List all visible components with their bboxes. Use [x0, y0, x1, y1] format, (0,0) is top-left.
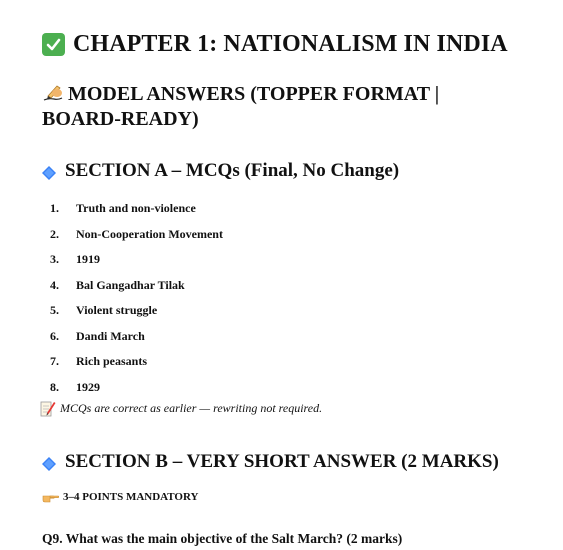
mcq-note-text: MCQs are correct as earlier — rewriting not required.: [60, 401, 323, 415]
model-answers-heading-text: MODEL ANSWERS (TOPPER FORMAT | BOARD-READY): [42, 83, 440, 130]
section-b-heading-text: SECTION B – VERY SHORT ANSWER (2 MARKS): [65, 451, 499, 472]
list-item: 6. Dandi March: [50, 328, 145, 343]
chapter-title: [42, 31, 508, 58]
blue-diamond-icon: [42, 164, 56, 178]
list-item: 2. Non-Cooperation Movement: [50, 226, 223, 241]
model-answers-heading: [42, 82, 522, 132]
memo-icon: [40, 400, 56, 417]
pointing-hand-icon: [42, 492, 59, 503]
chapter-title-text: CHAPTER 1: NATIONALISM IN INDIA: [73, 31, 508, 57]
blue-diamond-icon: [42, 455, 56, 469]
section-a-heading: [42, 160, 399, 182]
points-mandatory-note: [42, 491, 199, 503]
check-mark-icon: [42, 33, 65, 56]
question-9: Q9. What was the main objective of the Salt March? (2 marks): [42, 531, 403, 546]
section-a-heading-text: SECTION A – MCQs (Final, No Change): [65, 160, 400, 181]
list-item: 7. Rich peasants: [50, 354, 148, 369]
mcq-note: [40, 400, 322, 417]
list-item: 1. Truth and non-violence: [50, 201, 196, 216]
mcq-answer-list: [50, 196, 223, 400]
list-item: 5. Violent struggle: [50, 303, 158, 318]
list-item: 4. Bal Gangadhar Tilak: [50, 277, 185, 292]
list-item: 8. 1929: [50, 379, 100, 394]
list-item: 3. 1919: [50, 252, 100, 267]
points-mandatory-text: 3–4 POINTS MANDATORY: [63, 491, 199, 503]
section-b-heading: [42, 451, 499, 473]
writing-hand-icon: [42, 84, 64, 102]
